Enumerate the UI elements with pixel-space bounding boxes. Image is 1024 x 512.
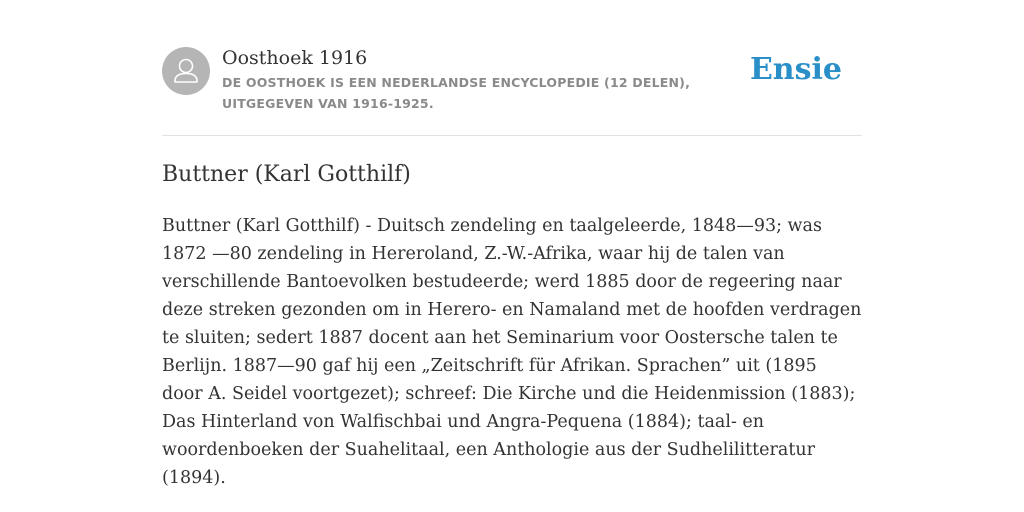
entry-title: Buttner (Karl Gotthilf) <box>162 162 411 187</box>
header-divider <box>162 135 862 136</box>
ensie-logo[interactable]: Ensie <box>749 52 842 87</box>
entry-card <box>162 0 862 512</box>
source-avatar[interactable] <box>162 47 210 95</box>
source-description: DE OOSTHOEK IS EEN NEDERLANDSE ENCYCLOPEDIE (12 DELEN), UITGEGEVEN VAN 1916-1925. <box>222 75 691 111</box>
entry-body: Buttner (Karl Gotthilf) - Duitsch zendeling en taalgeleerde, 1848—93; was 1872 —80 zendeling in Hereroland, Z.-W.-Afrika, waar hij de talen van verschillende Bantoevolken bestudeerde; werd 1885 door de regeering naar deze streken gezonden om in Herero- en Namaland met de hoofden verdragen te sluiten; sedert 1887 docent aan het Seminarium voor Oostersche talen te Berlijn. 1887—90 gaf hij een „Zeitschrift für Afrikan. Sprachen” uit (1895 door A. Seidel voortgezet); schreef: Die Kirche und die Heidenmission (1883); Das Hinterland von Walfischbai und Angra-Pequena (1884); taal- en woordenboeken der Suahelitaal, een Anthologie aus der Sudhelilitteratur (1894). <box>162 216 862 488</box>
source-header <box>162 46 862 118</box>
user-icon <box>162 47 210 95</box>
source-title[interactable]: Oosthoek 1916 <box>222 47 368 69</box>
